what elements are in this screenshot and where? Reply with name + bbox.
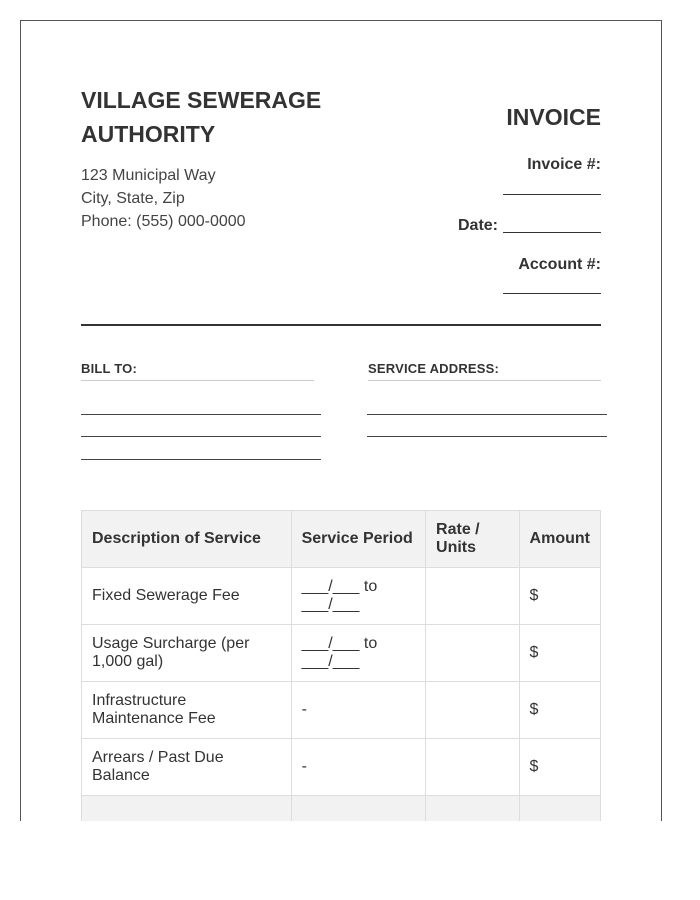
service-address-label: SERVICE ADDRESS: xyxy=(368,361,601,381)
date-field[interactable] xyxy=(503,232,601,233)
bill-to-line-2[interactable] xyxy=(81,436,321,437)
header-divider xyxy=(81,324,601,326)
footer-cell xyxy=(426,796,520,822)
table-row xyxy=(82,568,601,625)
row-description: Arrears / Past Due Balance xyxy=(82,739,292,796)
footer-cell xyxy=(82,796,292,822)
row-amount[interactable]: $ xyxy=(519,625,600,682)
service-address-line-2[interactable] xyxy=(367,436,607,437)
period-start: - xyxy=(301,701,307,718)
services-table xyxy=(81,510,601,821)
bill-to-label: BILL TO: xyxy=(81,361,314,381)
table-footer-row xyxy=(82,796,601,822)
address-line-2: City, State, Zip xyxy=(81,190,185,207)
row-service-period[interactable] xyxy=(291,682,425,739)
period-start: ___/___ to xyxy=(301,635,378,652)
row-description: Fixed Sewerage Fee xyxy=(82,568,292,625)
period-start: ___/___ to xyxy=(301,578,378,595)
bill-to-line-3[interactable] xyxy=(81,459,321,460)
header-rate-units: Rate / Units xyxy=(426,511,520,568)
row-rate-units[interactable] xyxy=(426,739,520,796)
invoice-number-label: Invoice #: xyxy=(527,156,601,173)
footer-cell xyxy=(291,796,425,822)
date-label: Date: xyxy=(457,217,498,234)
row-description: Usage Surcharge (per 1,000 gal) xyxy=(82,625,292,682)
invoice-page xyxy=(20,20,662,821)
table-row xyxy=(82,739,601,796)
row-service-period[interactable] xyxy=(291,568,425,625)
company-name: VILLAGE SEWERAGE AUTHORITY xyxy=(81,87,322,147)
row-rate-units[interactable] xyxy=(426,625,520,682)
company-phone: Phone: (555) 000-0000 xyxy=(81,213,246,230)
header-description: Description of Service xyxy=(82,511,292,568)
account-number-label: Account #: xyxy=(518,256,601,273)
row-service-period[interactable] xyxy=(291,625,425,682)
row-service-period[interactable] xyxy=(291,739,425,796)
header-amount: Amount xyxy=(519,511,600,568)
period-start: - xyxy=(301,758,307,775)
invoice-number-field[interactable] xyxy=(503,194,601,195)
account-number-field[interactable] xyxy=(503,293,601,294)
period-end: ___/___ xyxy=(301,596,360,613)
footer-cell xyxy=(519,796,600,822)
row-amount[interactable]: $ xyxy=(519,568,600,625)
company-address xyxy=(81,164,246,233)
address-line-1: 123 Municipal Way xyxy=(81,167,216,184)
table-header-row xyxy=(82,511,601,568)
row-amount[interactable]: $ xyxy=(519,682,600,739)
bill-to-line-1[interactable] xyxy=(81,414,321,415)
row-rate-units[interactable] xyxy=(426,568,520,625)
period-end: ___/___ xyxy=(301,653,360,670)
invoice-title: INVOICE xyxy=(506,104,601,130)
table-row xyxy=(82,625,601,682)
service-address-line-1[interactable] xyxy=(367,414,607,415)
row-rate-units[interactable] xyxy=(426,682,520,739)
row-description: Infrastructure Maintenance Fee xyxy=(82,682,292,739)
table-row xyxy=(82,682,601,739)
header-service-period: Service Period xyxy=(291,511,425,568)
row-amount[interactable]: $ xyxy=(519,739,600,796)
